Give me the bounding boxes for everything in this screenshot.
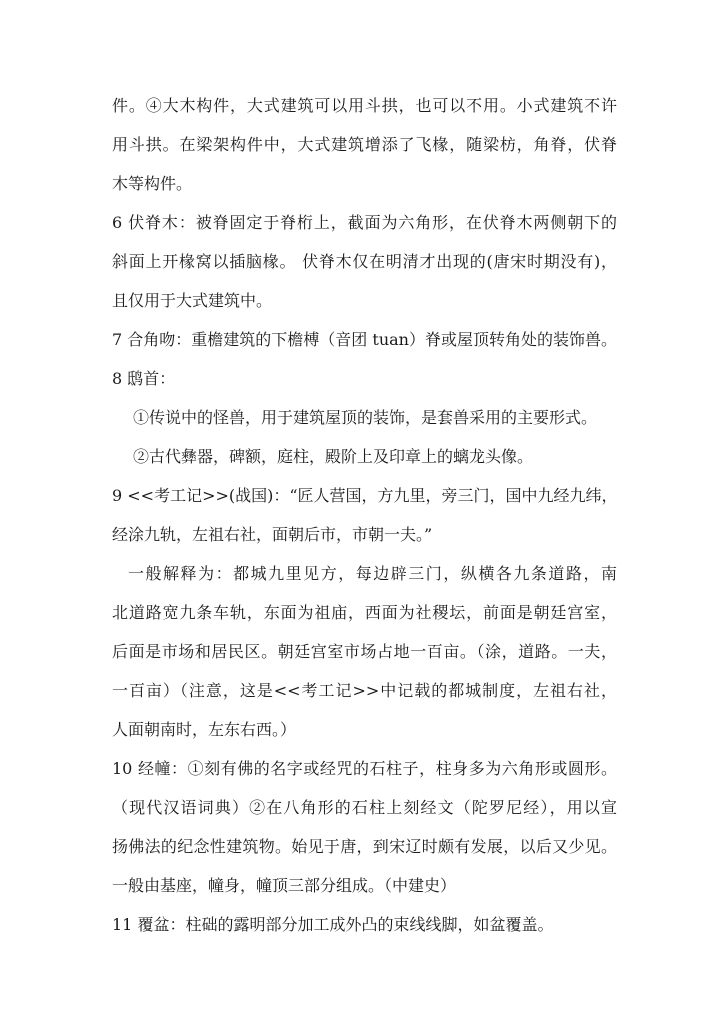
text-line: （现代汉语词典）②在八角形的石柱上刻经文（陀罗尼经），用以宣	[112, 798, 617, 817]
text-line: ②古代彝器，碑额，庭柱，殿阶上及印章上的螭龙头像。	[133, 447, 534, 466]
text-line: 9 <<考工记>>(战国)：“匠人营国，方九里，旁三门，国中九经九纬，	[112, 486, 618, 505]
text-line: 10 经幢：①刻有佛的名字或经咒的石柱子，柱身多为六角形或圆形。	[112, 759, 617, 778]
text-line: ①传说中的怪兽，用于建筑屋顶的装饰，是套兽采用的主要形式。	[133, 408, 598, 427]
text-line: 人面朝南时，左东右西。）	[112, 720, 297, 739]
text-line: 一百亩）（注意，这是<<考工记>>中记载的都城制度，左祖右社，	[112, 681, 617, 700]
text-line: 8 鸱首：	[112, 369, 176, 388]
text-line: 7 合角吻：重檐建筑的下檐榑（音团 tuan）脊或屋顶转角处的装饰兽。	[112, 330, 617, 349]
text-line: 木等构件。	[112, 174, 193, 193]
text-line: 北道路宽九条车轨，东面为祖庙，西面为社稷坛，前面是朝廷宫室，	[112, 603, 617, 622]
text-line: 经涂九轨，左祖右社，面朝后市，市朝一夫。”	[112, 525, 433, 544]
text-line: 6 伏脊木：被脊固定于脊桁上，截面为六角形，在伏脊木两侧朝下的	[112, 213, 617, 232]
text-line: 件。④大木构件，大式建筑可以用斗拱，也可以不用。小式建筑不许	[112, 96, 617, 115]
text-line: 一般解释为：都城九里见方，每边辟三门，纵横各九条道路，南	[128, 564, 617, 583]
text-line: 一般由基座，幢身，幢顶三部分组成。（中建史）	[112, 876, 457, 895]
text-line: 斜面上开椽窝以插脑椽。 伏脊木仅在明清才出现的(唐宋时期没有)，	[112, 252, 617, 271]
text-line: 用斗拱。在梁架构件中，大式建筑增添了飞椽，随梁枋，角脊，伏脊	[112, 135, 617, 154]
text-line: 且仅用于大式建筑中。	[112, 291, 273, 310]
text-line: 11 覆盆：柱础的露明部分加工成外凸的束线线脚，如盆覆盖。	[112, 915, 554, 934]
text-line: 扬佛法的纪念性建筑物。始见于唐，到宋辽时颇有发展，以后又少见。	[112, 837, 617, 856]
text-line: 后面是市场和居民区。朝廷宫室市场占地一百亩。（涂，道路。一夫，	[112, 642, 617, 661]
